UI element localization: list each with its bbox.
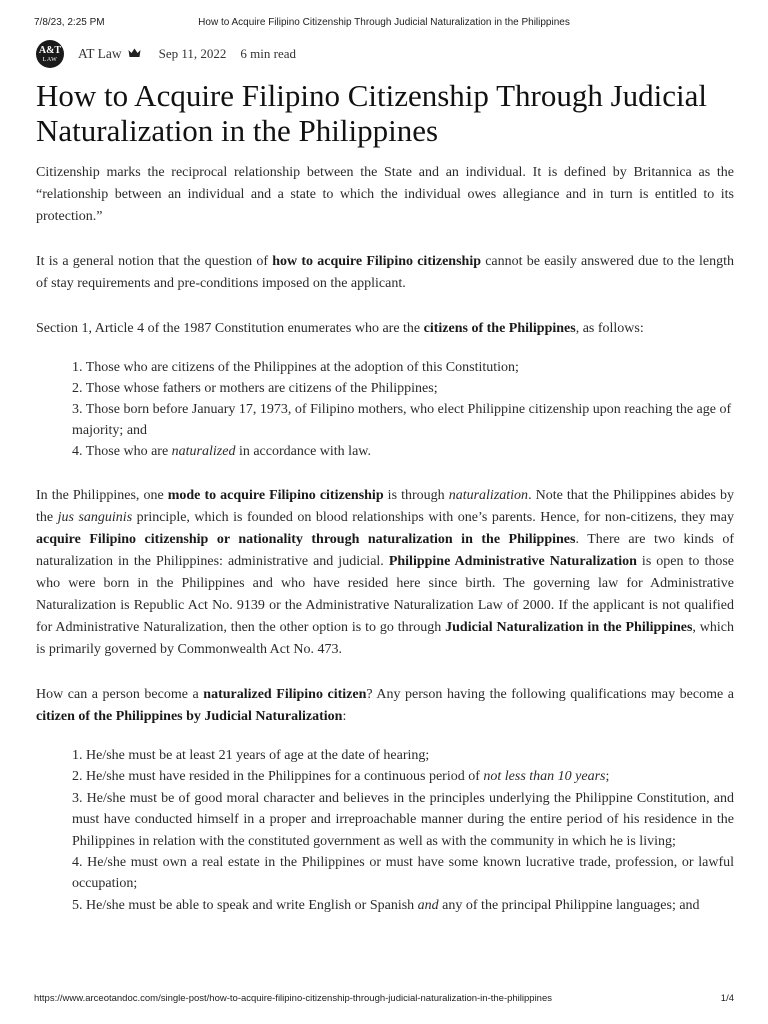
paragraph-qualifications: How can a person become a naturalized Filipino citizen? Any person having the following qualifications may become a citizen of the Philippines by Judicial Naturalization:: [36, 687, 734, 724]
page-url: https://www.arceotandoc.com/single-post/how-to-acquire-filipino-citizenship-through-judicial-naturalization-in-the-philippines: [34, 993, 553, 1004]
paragraph-naturalization: In the Philippines, one mode to acquire Filipino citizenship is through naturalization. Note that the Philippines abides by the jus sanguinis principle, which is founded on blood relationships with one’s parents. Hence, for non-citizens, they may acquire Filipino citizenship or nationality through naturalization in the Philippines. There are two kinds of naturalization in the Philippines: administrative and judicial. Philippine Administrative Naturalization is open to those who were born in the Philippines and who have resided here since birth. The governing law for Administrative Naturalization is Republic Act No. 9139 or the Administrative Naturalization Law of 2000. If the applicant is not qualified for Administrative Naturalization, then the other option is to go through Judicial Naturalization in the Philippines, which is primarily governed by Commonwealth Act No. 473.: [36, 488, 735, 657]
print-title: How to Acquire Filipino Citizenship Through Judicial Naturalization in the Philippines: [198, 17, 570, 28]
paragraph-intro: Citizenship marks the reciprocal relationship between the State and an individual. It is defined by Britannica as the “relationship between an individual and a state to which the individual owes allegiance and in turn is entitled to its protection.”: [36, 165, 734, 224]
post-meta: [36, 38, 296, 70]
print-footer: [34, 993, 734, 1007]
logo-subtext: LAW: [42, 56, 58, 63]
page-number: 1/4: [720, 993, 734, 1004]
print-datetime: 7/8/23, 2:25 PM: [34, 17, 105, 28]
list-item: 5. He/she must be able to speak and write English or Spanish and any of the principal Philippine languages; and: [72, 897, 700, 913]
author-avatar[interactable]: [36, 40, 64, 68]
article-title: How to Acquire Filipino Citizenship Through Judicial Naturalization in the Philippines: [36, 78, 708, 148]
read-time: 6 min read: [240, 46, 296, 61]
list-item: 3. He/she must be of good moral character and believes in the principles underlying the Philippine Constitution, and must have conducted himself in a proper and irreproachable manner during the entire period of his residence in the Philippines in relation with the constituted government as well as with the community in which he is living;: [72, 790, 734, 849]
list-item: 1. He/she must be at least 21 years of age at the date of hearing;: [72, 748, 430, 763]
article-body: [36, 162, 734, 916]
list-item: 3. Those born before January 17, 1973, of Filipino mothers, who elect Philippine citizenship upon reaching the age of majority; and: [72, 402, 732, 438]
author-name[interactable]: AT Law: [78, 46, 122, 61]
list-item: 4. Those who are naturalized in accordance with law.: [72, 444, 371, 459]
list-item: 1. Those who are citizens of the Philippines at the adoption of this Constitution;: [72, 360, 519, 375]
list-item: 2. He/she must have resided in the Philippines for a continuous period of not less than 10 years;: [72, 769, 610, 785]
logo-text: A&T: [38, 44, 62, 56]
post-date: Sep 11, 2022: [158, 46, 227, 61]
list-item: 4. He/she must own a real estate in the Philippines or must have some known lucrative trade, profession, or lawful occupation;: [72, 855, 734, 892]
qualifications-list: [36, 745, 734, 916]
crown-icon: [128, 46, 141, 62]
paragraph-constitution: Section 1, Article 4 of the 1987 Constitution enumerates who are the citizens of the Philippines, as follows:: [36, 321, 644, 336]
print-header: [34, 17, 734, 31]
list-item: 2. Those whose fathers or mothers are citizens of the Philippines;: [72, 381, 438, 396]
paragraph-general-notion: It is a general notion that the question of how to acquire Filipino citizenship cannot be easily answered due to the length of stay requirements and pre-conditions imposed on the applicant.: [36, 254, 734, 291]
citizens-list: [36, 357, 734, 462]
